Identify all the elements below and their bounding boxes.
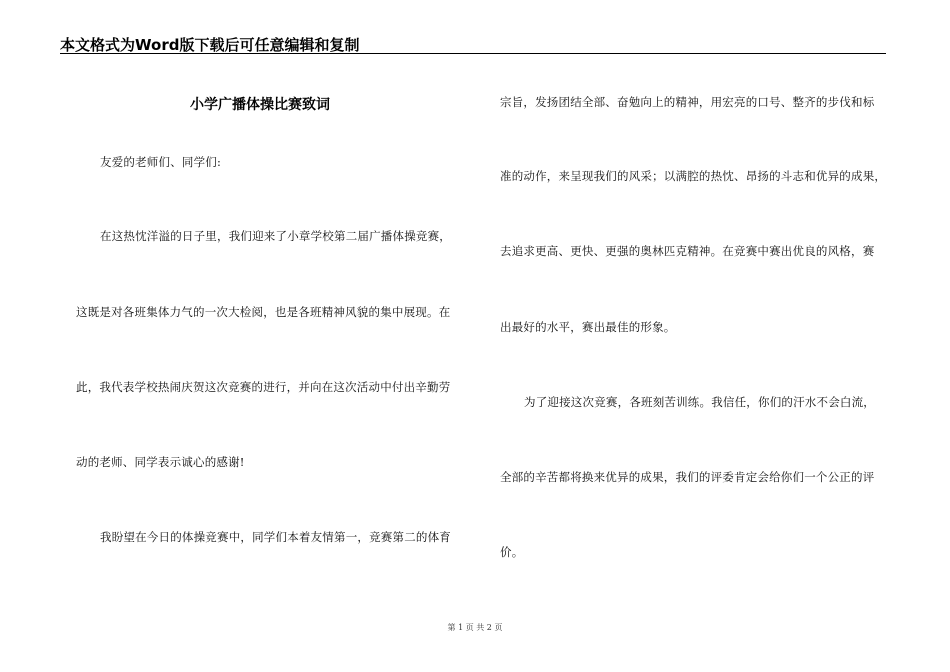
right-line-2: 准的动作，来呈现我们的风采；以满腔的热忱、昂扬的斗志和优异的成果， [500,169,887,183]
page-header [60,30,886,54]
left-line-2: 在这热忱洋溢的日子里，我们迎来了小章学校第二届广播体操竞赛， [100,229,451,243]
right-line-1: 宗旨，发扬团结全部、奋勉向上的精神，用宏亮的口号、整齐的步伐和标 [500,95,875,109]
left-line-3: 这既是对各班集体力气的一次大检阅，也是各班精神风貌的集中展现。在 [76,305,451,319]
document-title: 小学广播体操比赛致词 [190,97,330,113]
right-line-5: 为了迎接这次竞赛，各班刻苦训练。我信任，你们的汗水不会白流， [524,395,875,409]
left-line-6: 我盼望在今日的体操竞赛中，同学们本着友情第一，竞赛第二的体育 [100,530,451,544]
left-line-1: 友爱的老师们、同学们: [100,155,222,169]
header-title: 本文格式为Word版下载后可任意编辑和复制 [60,36,360,54]
right-line-4: 出最好的水平，赛出最佳的形象。 [500,320,676,334]
left-line-4: 此，我代表学校热闹庆贺这次竞赛的进行，并向在这次活动中付出辛勤劳 [76,380,451,394]
right-line-6: 全部的辛苦都将换来优异的成果，我们的评委肯定会给你们一个公正的评 [500,470,875,484]
right-line-3: 去追求更高、更快、更强的奥林匹克精神。在竞赛中赛出优良的风格，赛 [500,244,875,258]
left-line-5: 动的老师、同学表示诚心的感谢! [76,455,245,469]
page-number: 第 1 页 共 2 页 [447,623,503,632]
header-divider [60,53,886,54]
right-line-7: 价。 [500,545,524,559]
